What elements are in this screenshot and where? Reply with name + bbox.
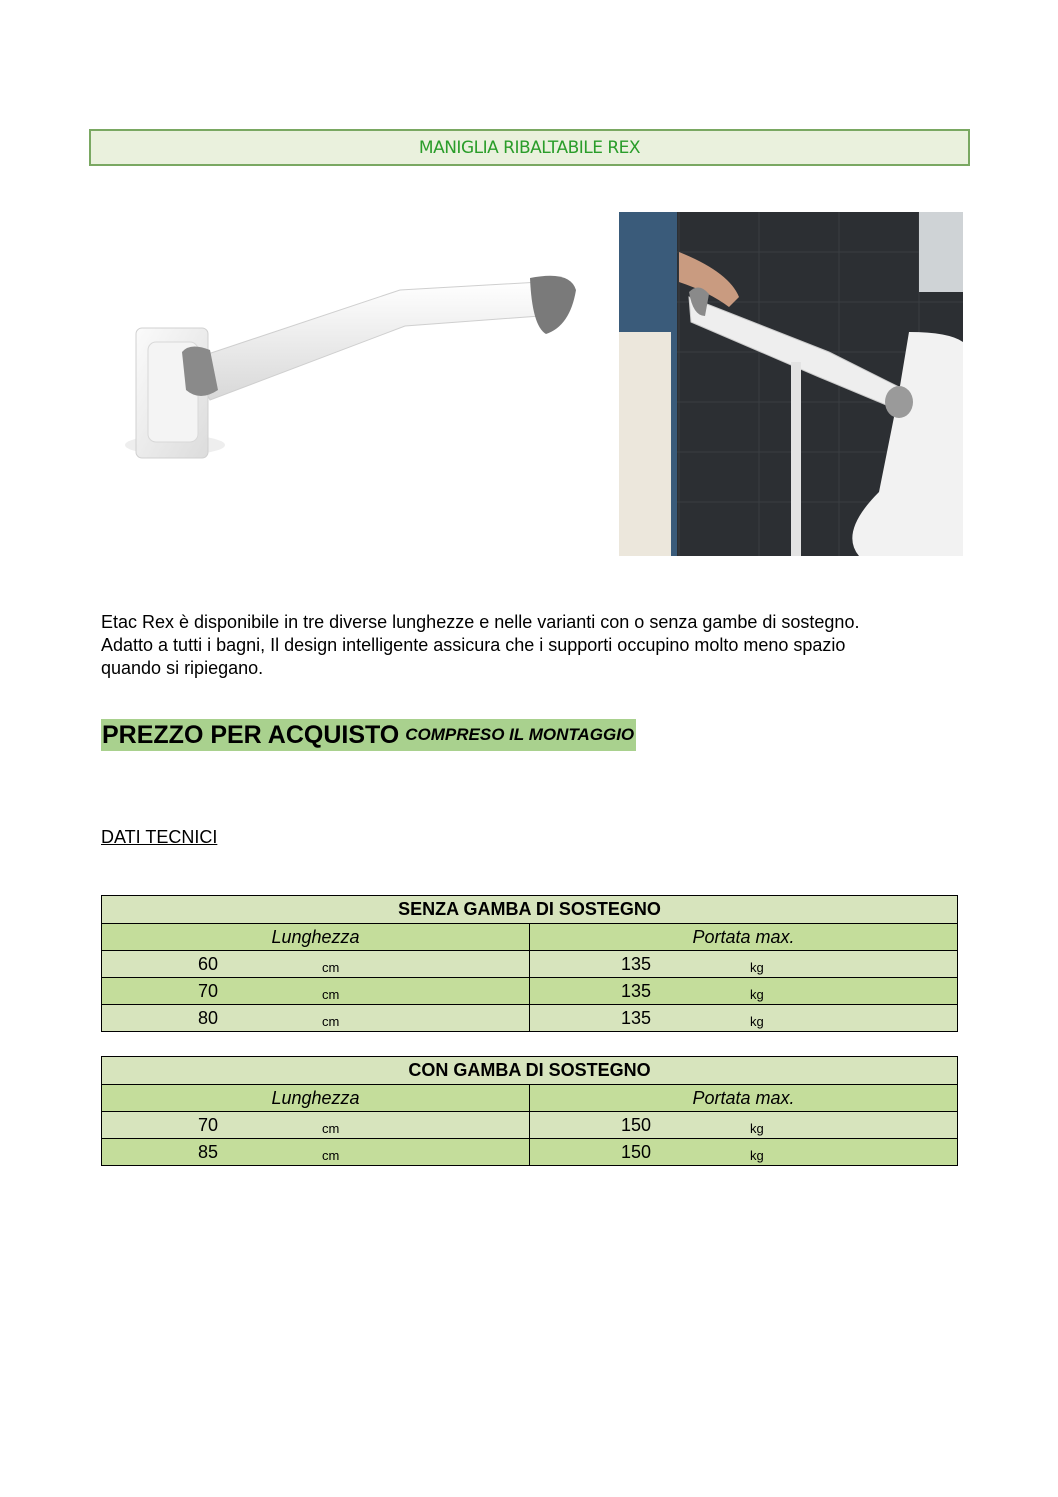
length-unit: cm	[322, 1121, 340, 1136]
table-row	[102, 951, 958, 978]
table-row	[102, 1139, 958, 1166]
table-row	[102, 1005, 958, 1032]
capacity-value: 150	[621, 1142, 652, 1162]
product-photo-grab-bar	[100, 230, 590, 490]
table-row	[102, 978, 958, 1005]
capacity-unit: kg	[750, 1014, 764, 1029]
capacity-unit: kg	[750, 987, 764, 1002]
description-line-1: Etac Rex è disponibile in tre diverse lunghezze e nelle varianti con o senza gambe di sostegno.	[101, 612, 860, 632]
capacity-unit: kg	[750, 1148, 764, 1163]
length-unit: cm	[322, 960, 340, 975]
capacity-value: 135	[621, 1008, 652, 1028]
technical-data-heading: DATI TECNICI	[101, 827, 218, 847]
length-value: 80	[198, 1008, 219, 1028]
page-title-box	[89, 129, 970, 166]
length-unit: cm	[322, 987, 340, 1002]
capacity-value: 135	[621, 954, 652, 974]
product-photo-in-use	[619, 212, 963, 556]
capacity-unit: kg	[750, 1121, 764, 1136]
spec-table-without-leg	[101, 895, 958, 1032]
capacity-value: 150	[621, 1115, 652, 1135]
spec-table-with-leg	[101, 1056, 958, 1166]
price-heading-sub: COMPRESO IL MONTAGGIO	[405, 725, 635, 744]
length-value: 60	[198, 954, 219, 974]
description-line-3: quando si ripiegano.	[101, 658, 264, 678]
column-header-length: Lunghezza	[102, 1085, 530, 1112]
length-value: 70	[198, 981, 219, 1001]
page-title: MANIGLIA RIBALTABILE REX	[418, 137, 641, 158]
capacity-value: 135	[621, 981, 652, 1001]
column-header-capacity: Portata max.	[530, 924, 958, 951]
table-title: CON GAMBA DI SOSTEGNO	[102, 1057, 958, 1085]
column-header-capacity: Portata max.	[530, 1085, 958, 1112]
product-description	[101, 611, 941, 680]
price-heading-main: PREZZO PER ACQUISTO	[102, 720, 400, 749]
length-value: 85	[198, 1142, 219, 1162]
table-title: SENZA GAMBA DI SOSTEGNO	[102, 896, 958, 924]
capacity-unit: kg	[750, 960, 764, 975]
table-row	[102, 1112, 958, 1139]
length-unit: cm	[322, 1014, 340, 1029]
column-header-length: Lunghezza	[102, 924, 530, 951]
price-heading	[101, 719, 636, 751]
length-unit: cm	[322, 1148, 340, 1163]
description-line-2: Adatto a tutti i bagni, Il design intelligente assicura che i supporti occupino molto meno spazio	[101, 635, 846, 655]
length-value: 70	[198, 1115, 219, 1135]
